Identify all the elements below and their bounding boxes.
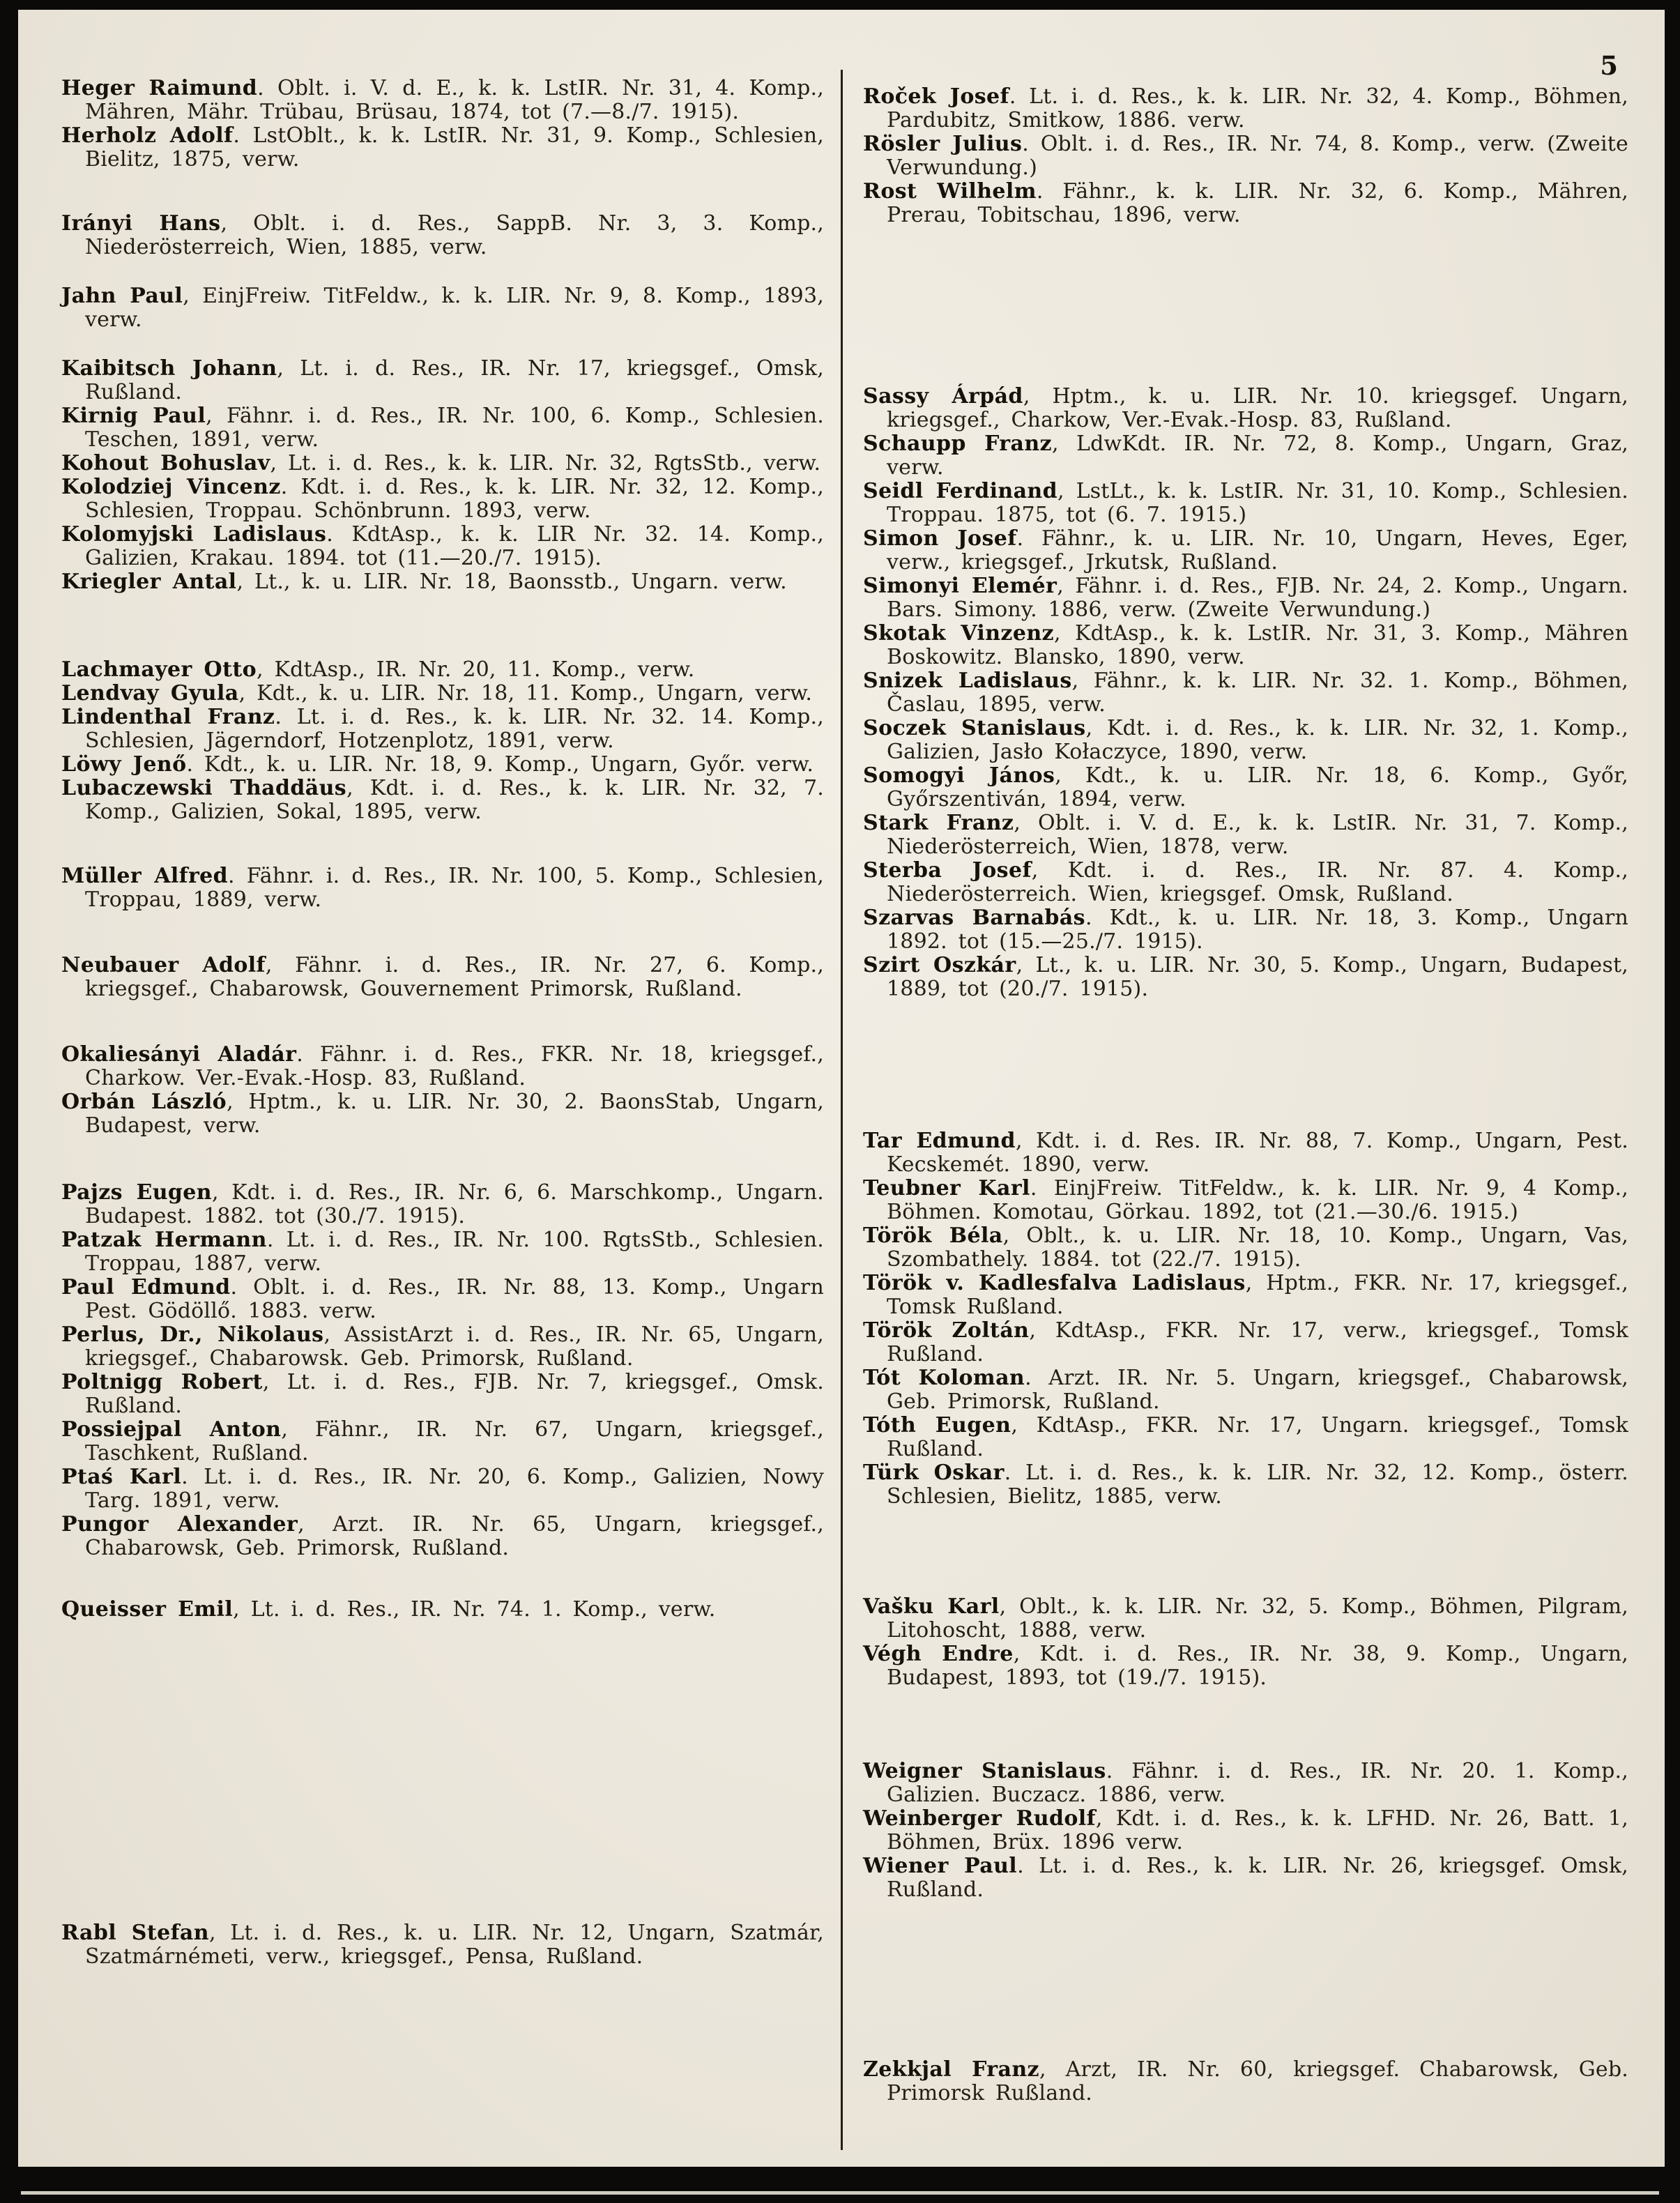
casualty-entry: Paul Edmund. Oblt. i. d. Res., IR. Nr. 88, 13. Komp., Ungarn Pest. Gödöllő. 1883. verw.: [61, 1275, 824, 1323]
person-name: Kaibitsch Johann: [61, 356, 277, 381]
person-name: Sassy Árpád: [863, 384, 1023, 409]
person-name: Weigner Stanislaus: [863, 1759, 1106, 1783]
person-name: Skotak Vinzenz: [863, 621, 1054, 646]
casualty-entry: Müller Alfred. Fähnr. i. d. Res., IR. Nr. 100, 5. Komp., Schlesien, Troppau, 1889, verw.: [61, 864, 824, 912]
casualty-entry: Somogyi János, Kdt., k. u. LIR. Nr. 18, 6. Komp., Győr, Győrszentiván, 1894, verw.: [863, 763, 1628, 811]
person-name: Somogyi János: [863, 763, 1055, 788]
person-name: Türk Oskar: [863, 1461, 1005, 1485]
person-name: Orbán László: [61, 1090, 227, 1114]
person-name: Snizek Ladislaus: [863, 669, 1072, 693]
casualty-entry: Queisser Emil, Lt. i. d. Res., IR. Nr. 74. 1. Komp., verw.: [61, 1597, 716, 1622]
person-name: Müller Alfred: [61, 864, 229, 888]
casualty-entry: Simonyi Elemér, Fähnr. i. d. Res., FJB. Nr. 24, 2. Komp., Ungarn. Bars. Simony. 1886, verw. (Zweite Verwundung.): [863, 574, 1629, 622]
casualty-entry: Teubner Karl. EinjFreiw. TitFeldw., k. k. LIR. Nr. 9, 4 Komp., Böhmen. Komotau, Görkau. 1892, tot (21.—30./6. 1915.): [863, 1176, 1629, 1224]
person-name: Ptaś Karl: [61, 1465, 182, 1489]
page: [18, 10, 1665, 2167]
person-name: Végh Endre: [863, 1642, 1014, 1666]
casualty-entry: Stark Franz, Oblt. i. V. d. E., k. k. LstIR. Nr. 31, 7. Komp., Niederösterreich, Wien, 1878, verw.: [863, 811, 1628, 859]
casualty-entry: Kolomyjski Ladislaus. KdtAsp., k. k. LIR Nr. 32. 14. Komp., Galizien, Krakau. 1894. tot (11.—20./7. 1915).: [61, 522, 824, 570]
casualty-entry: Zekkjal Franz, Arzt, IR. Nr. 60, kriegsgef. Chabarowsk, Geb. Primorsk Rußland.: [863, 2057, 1628, 2105]
casualty-entry: Kaibitsch Johann, Lt. i. d. Res., IR. Nr. 17, kriegsgef., Omsk, Rußland.: [61, 356, 825, 404]
person-name: Kirnig Paul: [61, 404, 206, 428]
casualty-entry: Orbán László, Hptm., k. u. LIR. Nr. 30, 2. BaonsStab, Ungarn, Budapest, verw.: [61, 1090, 824, 1138]
page-number: 5: [1600, 50, 1619, 81]
person-name: Lubaczewski Thaddäus: [61, 776, 347, 800]
person-name: Jahn Paul: [61, 284, 183, 308]
casualty-entry: Vašku Karl, Oblt., k. k. LIR. Nr. 32, 5. Komp., Böhmen, Pilgram, Litohoscht, 1888, verw.: [863, 1594, 1628, 1642]
person-name: Roček Josef: [863, 84, 1009, 109]
person-name: Kriegler Antal: [61, 570, 237, 594]
person-name: Szirt Oszkár: [863, 953, 1016, 977]
person-name: Seidl Ferdinand: [863, 479, 1058, 503]
person-name: Szarvas Barnabás: [863, 906, 1085, 930]
person-name: Weinberger Rudolf: [863, 1806, 1096, 1831]
person-name: Rösler Julius: [863, 132, 1023, 156]
casualty-entry: Török v. Kadlesfalva Ladislaus, Hptm., FKR. Nr. 17, kriegsgef., Tomsk Rußland.: [863, 1271, 1628, 1319]
casualty-entry: Snizek Ladislaus, Fähnr., k. k. LIR. Nr. 32. 1. Komp., Böhmen, Časlau, 1895, verw.: [863, 669, 1628, 717]
person-name: Teubner Karl: [863, 1176, 1030, 1200]
casualty-entry: Rabl Stefan, Lt. i. d. Res., k. u. LIR. Nr. 12, Ungarn, Szatmár, Szatmárnémeti, verw., kriegsgef., Pensa, Rußland.: [61, 1921, 825, 1969]
person-name: Pungor Alexander: [61, 1512, 298, 1537]
casualty-entry: Tóth Eugen, KdtAsp., FKR. Nr. 17, Ungarn. kriegsgef., Tomsk Rußland.: [863, 1413, 1628, 1461]
casualty-entry: Weigner Stanislaus. Fähnr. i. d. Res., IR. Nr. 20. 1. Komp., Galizien. Buczacz. 1886, verw.: [863, 1759, 1628, 1807]
casualty-entry: Szirt Oszkár, Lt., k. u. LIR. Nr. 30, 5. Komp., Ungarn, Budapest, 1889, tot (20./7. 1915).: [863, 953, 1628, 1001]
casualty-entry: Végh Endre, Kdt. i. d. Res., IR. Nr. 38, 9. Komp., Ungarn, Budapest, 1893, tot (19./7. 1915).: [863, 1642, 1628, 1690]
person-name: Schaupp Franz: [863, 432, 1052, 456]
casualty-entry: Heger Raimund. Oblt. i. V. d. E., k. k. LstIR. Nr. 31, 4. Komp., Mähren, Mähr. Trübau, Brüsau, 1874, tot (7.—8./7. 1915).: [61, 76, 824, 124]
casualty-entry: Lubaczewski Thaddäus, Kdt. i. d. Res., k. k. LIR. Nr. 32, 7. Komp., Galizien, Sokal, 1895, verw.: [61, 776, 825, 824]
person-name: Soczek Stanislaus: [863, 716, 1086, 740]
person-name: Lendvay Gyula: [61, 681, 239, 706]
casualty-entry: Jahn Paul, EinjFreiw. TitFeldw., k. k. LIR. Nr. 9, 8. Komp., 1893, verw.: [61, 284, 824, 332]
casualty-entry: Pajzs Eugen, Kdt. i. d. Res., IR. Nr. 6, 6. Marschkomp., Ungarn. Budapest. 1882. tot (30./7. 1915).: [61, 1180, 824, 1228]
casualty-entry: Rösler Julius. Oblt. i. d. Res., IR. Nr. 74, 8. Komp., verw. (Zweite Verwundung.): [863, 132, 1629, 180]
person-name: Possiejpal Anton: [61, 1417, 282, 1442]
casualty-entry: Türk Oskar. Lt. i. d. Res., k. k. LIR. Nr. 32, 12. Komp., österr. Schlesien, Bielitz, 1885, verw.: [863, 1461, 1628, 1509]
person-name: Löwy Jenő: [61, 752, 187, 777]
person-name: Simon Josef: [863, 526, 1017, 551]
person-name: Török Zoltán: [863, 1318, 1030, 1343]
person-name: Irányi Hans: [61, 211, 221, 236]
person-name: Okaliesányi Aladár: [61, 1042, 297, 1067]
person-name: Heger Raimund: [61, 76, 258, 100]
person-name: Sterba Josef: [863, 858, 1032, 883]
casualty-entry: Wiener Paul. Lt. i. d. Res., k. k. LIR. Nr. 26, kriegsgef. Omsk, Rußland.: [863, 1854, 1628, 1902]
person-name: Stark Franz: [863, 811, 1014, 835]
left-column: [61, 77, 824, 1969]
column-divider: [841, 70, 843, 2150]
casualty-entry: Skotak Vinzenz, KdtAsp., k. k. LstIR. Nr. 31, 3. Komp., Mähren Boskowitz. Blansko, 1890, verw.: [863, 621, 1628, 669]
person-name: Lindenthal Franz: [61, 705, 275, 729]
person-name: Wiener Paul: [863, 1854, 1018, 1878]
person-name: Kohout Bohuslav: [61, 451, 270, 475]
casualty-entry: Seidl Ferdinand, LstLt., k. k. LstIR. Nr. 31, 10. Komp., Schlesien. Troppau. 1875, tot (6. 7. 1915.): [863, 479, 1628, 527]
casualty-entry: Török Zoltán, KdtAsp., FKR. Nr. 17, verw., kriegsgef., Tomsk Rußland.: [863, 1318, 1628, 1366]
person-name: Patzak Hermann: [61, 1228, 267, 1252]
person-name: Pajzs Eugen: [61, 1180, 212, 1205]
casualty-entry: Pungor Alexander, Arzt. IR. Nr. 65, Ungarn, kriegsgef., Chabarowsk, Geb. Primorsk, Rußland.: [61, 1512, 824, 1560]
person-name: Tar Edmund: [863, 1129, 1016, 1153]
casualty-entry: Ptaś Karl. Lt. i. d. Res., IR. Nr. 20, 6. Komp., Galizien, Nowy Targ. 1891, verw.: [61, 1465, 824, 1513]
person-name: Török v. Kadlesfalva Ladislaus: [863, 1271, 1246, 1295]
person-name: Rost Wilhelm: [863, 179, 1037, 204]
casualty-entry: Patzak Hermann. Lt. i. d. Res., IR. Nr. 100. RgtsStb., Schlesien. Troppau, 1887, verw.: [61, 1228, 824, 1276]
casualty-entry: Simon Josef. Fähnr., k. u. LIR. Nr. 10, Ungarn, Heves, Eger, verw., kriegsgef., Jrkutsk, Rußland.: [863, 526, 1628, 574]
right-column: [863, 85, 1628, 2105]
person-name: Paul Edmund: [61, 1275, 231, 1299]
casualty-entry: Irányi Hans, Oblt. i. d. Res., SappB. Nr. 3, 3. Komp., Niederösterreich, Wien, 1885, verw.: [61, 211, 824, 259]
casualty-entry: Poltnigg Robert, Lt. i. d. Res., FJB. Nr. 7, kriegsgef., Omsk. Rußland.: [61, 1370, 824, 1418]
person-name: Török Béla: [863, 1224, 1003, 1248]
casualty-entry: Löwy Jenő. Kdt., k. u. LIR. Nr. 18, 9. Komp., Ungarn, Győr. verw.: [61, 752, 814, 777]
casualty-entry: Perlus, Dr., Nikolaus, AssistArzt i. d. Res., IR. Nr. 65, Ungarn, kriegsgef., Chabarowsk. Geb. Primorsk, Rußland.: [61, 1322, 824, 1371]
casualty-entry: Roček Josef. Lt. i. d. Res., k. k. LIR. Nr. 32, 4. Komp., Böhmen, Pardubitz, Smitkow, 1886. verw.: [863, 84, 1628, 132]
casualty-entry: Okaliesányi Aladár. Fähnr. i. d. Res., FKR. Nr. 18, kriegsgef., Charkow. Ver.-Evak.-Hosp. 83, Rußland.: [61, 1042, 824, 1090]
casualty-entry: Herholz Adolf. LstOblt., k. k. LstIR. Nr. 31, 9. Komp., Schlesien, Bielitz, 1875, verw.: [61, 123, 824, 171]
casualty-entry: Schaupp Franz, LdwKdt. IR. Nr. 72, 8. Komp., Ungarn, Graz, verw.: [863, 432, 1628, 480]
casualty-entry: Tót Koloman. Arzt. IR. Nr. 5. Ungarn, kriegsgef., Chabarowsk, Geb. Primorsk, Rußland.: [863, 1366, 1628, 1414]
casualty-entry: Szarvas Barnabás. Kdt., k. u. LIR. Nr. 18, 3. Komp., Ungarn 1892. tot (15.—25./7. 1915).: [863, 906, 1628, 954]
casualty-entry: Possiejpal Anton, Fähnr., IR. Nr. 67, Ungarn, kriegsgef., Taschkent, Rußland.: [61, 1417, 824, 1465]
casualty-entry: Rost Wilhelm. Fähnr., k. k. LIR. Nr. 32, 6. Komp., Mähren, Prerau, Tobitschau, 1896, verw.: [863, 179, 1628, 227]
person-name: Tóth Eugen: [863, 1413, 1011, 1438]
casualty-entry: Neubauer Adolf, Fähnr. i. d. Res., IR. Nr. 27, 6. Komp., kriegsgef., Chabarowsk, Gouvernement Primorsk, Rußland.: [61, 953, 824, 1001]
casualty-entry: Weinberger Rudolf, Kdt. i. d. Res., k. k. LFHD. Nr. 26, Batt. 1, Böhmen, Brüx. 1896 verw.: [863, 1806, 1628, 1854]
casualty-entry: Lindenthal Franz. Lt. i. d. Res., k. k. LIR. Nr. 32. 14. Komp., Schlesien, Jägerndorf, Hotzenplotz, 1891, verw.: [61, 705, 824, 753]
casualty-entry: Sterba Josef, Kdt. i. d. Res., IR. Nr. 87. 4. Komp., Niederösterreich. Wien, kriegsgef. Omsk, Rußland.: [863, 858, 1628, 906]
casualty-entry: Török Béla, Oblt., k. u. LIR. Nr. 18, 10. Komp., Ungarn, Vas, Szombathely. 1884. tot (22./7. 1915).: [863, 1224, 1628, 1272]
casualty-entry: Lachmayer Otto, KdtAsp., IR. Nr. 20, 11. Komp., verw.: [61, 657, 695, 682]
person-name: Kolomyjski Ladislaus: [61, 522, 327, 547]
casualty-entry: Kohout Bohuslav, Lt. i. d. Res., k. k. LIR. Nr. 32, RgtsStb., verw.: [61, 451, 821, 475]
casualty-entry: Tar Edmund, Kdt. i. d. Res. IR. Nr. 88, 7. Komp., Ungarn, Pest. Kecskemét. 1890, verw.: [863, 1129, 1628, 1177]
casualty-entry: Soczek Stanislaus, Kdt. i. d. Res., k. k. LIR. Nr. 32, 1. Komp., Galizien, Jasło Kołaczyce, 1890, verw.: [863, 716, 1628, 764]
person-name: Tót Koloman: [863, 1366, 1025, 1390]
casualty-entry: Kirnig Paul, Fähnr. i. d. Res., IR. Nr. 100, 6. Komp., Schlesien. Teschen, 1891, verw.: [61, 404, 824, 452]
person-name: Simonyi Elemér: [863, 574, 1057, 598]
person-name: Perlus, Dr., Nikolaus: [61, 1322, 324, 1347]
scan-edge-artifact: [21, 2191, 1659, 2195]
person-name: Queisser Emil: [61, 1597, 234, 1622]
person-name: Vašku Karl: [863, 1594, 1000, 1619]
person-name: Poltnigg Robert: [61, 1370, 263, 1394]
casualty-entry: Lendvay Gyula, Kdt., k. u. LIR. Nr. 18, 11. Komp., Ungarn, verw.: [61, 681, 813, 706]
person-name: Zekkjal Franz: [863, 2057, 1039, 2082]
casualty-entry: Kolodziej Vincenz. Kdt. i. d. Res., k. k. LIR. Nr. 32, 12. Komp., Schlesien, Troppau. Schönbrunn. 1893, verw.: [61, 475, 824, 523]
person-name: Herholz Adolf: [61, 123, 234, 148]
casualty-entry: Sassy Árpád, Hptm., k. u. LIR. Nr. 10. kriegsgef. Ungarn, kriegsgef., Charkow, Ver.-Evak.-Hosp. 83, Rußland.: [863, 384, 1628, 432]
casualty-entry: Kriegler Antal, Lt., k. u. LIR. Nr. 18, Baonsstb., Ungarn. verw.: [61, 570, 787, 594]
person-name: Kolodziej Vincenz: [61, 475, 281, 499]
person-name: Lachmayer Otto: [61, 657, 257, 682]
person-name: Neubauer Adolf: [61, 953, 266, 977]
person-name: Rabl Stefan: [61, 1921, 209, 1945]
